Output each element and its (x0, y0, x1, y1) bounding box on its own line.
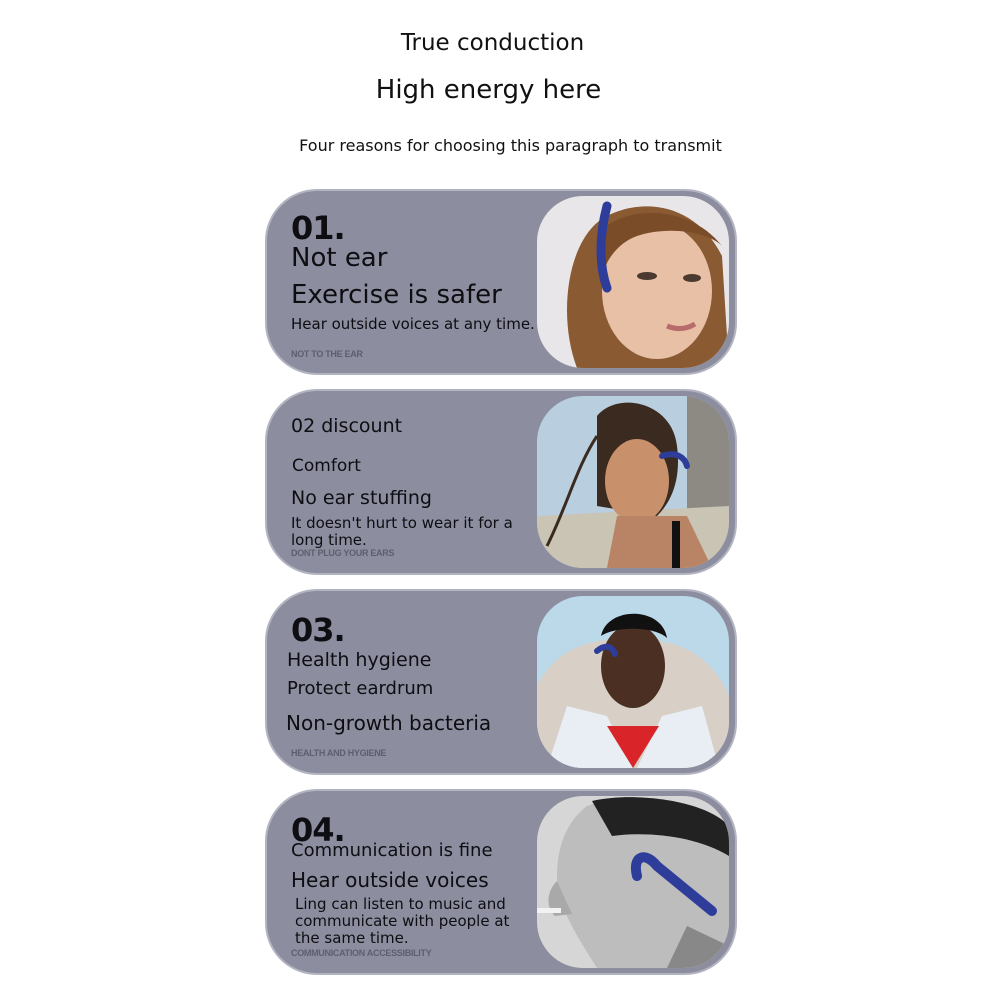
card-2-heading: Comfort (292, 456, 361, 476)
card-2-description: It doesn't hurt to wear it for a long time. (291, 514, 513, 549)
page-tagline: Four reasons for choosing this paragraph to transmit (299, 136, 722, 155)
card-1-subheading: Exercise is safer (291, 280, 502, 310)
feature-card-2 (265, 389, 737, 575)
card-3-tag: HEALTH AND HYGIENE (291, 748, 387, 758)
card-4-number: 04. (291, 811, 345, 849)
page-subtitle: High energy here (375, 75, 602, 105)
card-2-subheading: No ear stuffing (291, 487, 432, 509)
card-2-number: 02 discount (291, 415, 403, 437)
card-1-number: 01. (291, 209, 345, 247)
page-title: True conduction (400, 30, 585, 56)
feature-card-3 (265, 589, 737, 775)
feature-card-4 (265, 789, 737, 975)
card-1-tag: NOT TO THE EAR (291, 349, 363, 359)
card-1-heading: Not ear (291, 243, 388, 273)
card-1-description: Hear outside voices at any time. (291, 315, 535, 333)
card-3-heading: Health hygiene (287, 649, 432, 671)
card-3-subheading: Protect eardrum (287, 678, 434, 699)
card-3-photo (537, 596, 729, 768)
card-4-description: Ling can listen to music and communicate with people at the same time. (295, 895, 510, 947)
card-4-photo (537, 796, 729, 968)
card-4-subheading: Hear outside voices (291, 868, 489, 892)
card-4-tag: COMMUNICATION ACCESSIBILITY (291, 948, 432, 958)
card-2-photo (537, 396, 729, 568)
card-4-heading: Communication is fine (291, 840, 493, 861)
card-1-photo (537, 196, 729, 368)
card-2-tag: DONT PLUG YOUR EARS (291, 548, 395, 558)
feature-card-1 (265, 189, 737, 375)
card-3-number: 03. (291, 611, 345, 649)
card-3-description: Non-growth bacteria (286, 711, 492, 735)
